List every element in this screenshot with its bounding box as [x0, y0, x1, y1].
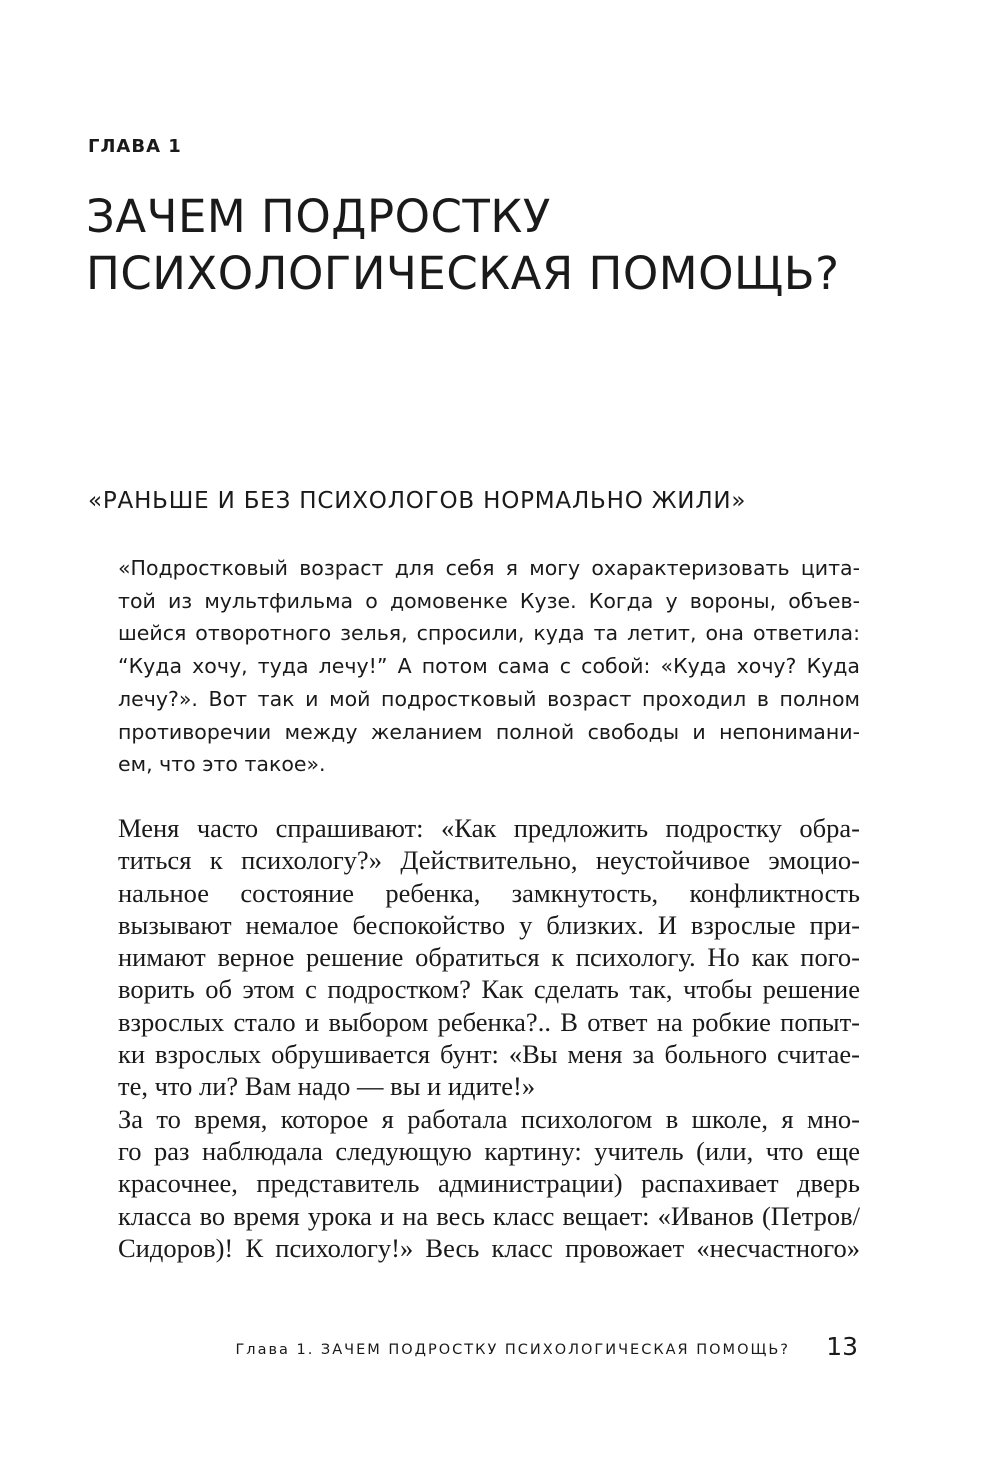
body-line: те, что ли? Вам надо — вы и идите!»: [118, 1071, 536, 1102]
body-line: вызывают немалое беспокойство у близких. И взрослые при-: [118, 909, 860, 940]
body-line: Меня часто спрашивают: «Как предложить подростку обра-: [118, 813, 860, 843]
body-paragraph-2: [118, 1103, 860, 1264]
chapter-label: ГЛАВА 1: [88, 136, 182, 157]
epigraph-line: “Куда хочу, туда лечу!” А потом сама с собой: «Куда хочу? Куда: [118, 654, 860, 679]
epigraph-line: шейся отворотного зелья, спросили, куда та летит, она ответила:: [118, 621, 860, 646]
body-line: нимают верное решение обратиться к психологу. Но как пого-: [118, 942, 860, 973]
body-line: взрослых стало и выбором ребенка?.. В ответ на робкие попыт-: [118, 1006, 860, 1037]
epigraph-line: той из мультфильма о домовенке Кузе. Когда у вороны, объев-: [118, 588, 860, 613]
body-line: За то время, которое я работала психологом в школе, я мно-: [118, 1103, 860, 1134]
body-line: ки взрослых обрушивается бунт: «Вы меня за больного считае-: [118, 1039, 860, 1070]
section-title: «РАНЬШЕ И БЕЗ ПСИХОЛОГОВ НОРМАЛЬНО ЖИЛИ»: [88, 488, 747, 514]
chapter-title: [86, 188, 840, 302]
chapter-title-line: ПСИХОЛОГИЧЕСКАЯ ПОМОЩЬ?: [86, 247, 840, 300]
body-line: ворить об этом с подростком? Как сделать так, чтобы решение: [118, 974, 860, 1005]
epigraph-line: ем, что это такое».: [118, 752, 326, 777]
body-line: класса во время урока и на весь класс вещает: «Иванов (Петров/: [118, 1200, 860, 1231]
epigraph-quote: [118, 552, 860, 781]
body-text: [118, 812, 860, 1264]
running-head: Глава 1. ЗАЧЕМ ПОДРОСТКУ ПСИХОЛОГИЧЕСКАЯ ПОМОЩЬ?: [235, 1342, 790, 1358]
body-paragraph-1: [118, 812, 860, 1103]
page-number: 13: [826, 1332, 858, 1361]
page-footer: [0, 1330, 858, 1370]
body-line: Сидоров)! К психологу!» Весь класс провожает «несчастного»: [118, 1232, 860, 1263]
chapter-title-line: ЗАЧЕМ ПОДРОСТКУ: [86, 190, 551, 243]
body-line: красочнее, представитель администрации) распахивает дверь: [118, 1168, 860, 1199]
body-line: го раз наблюдала следующую картину: учитель (или, что еще: [118, 1135, 860, 1166]
body-line: титься к психологу?» Действительно, неустойчивое эмоцио-: [118, 845, 860, 876]
epigraph-line: противоречии между желанием полной свободы и непонимани-: [118, 719, 860, 744]
epigraph-line: «Подростковый возраст для себя я могу охарактеризовать цита-: [118, 556, 860, 580]
body-line: нальное состояние ребенка, замкнутость, конфликтность: [118, 877, 860, 908]
epigraph-line: лечу?». Вот так и мой подростковый возраст проходил в полном: [118, 686, 860, 711]
